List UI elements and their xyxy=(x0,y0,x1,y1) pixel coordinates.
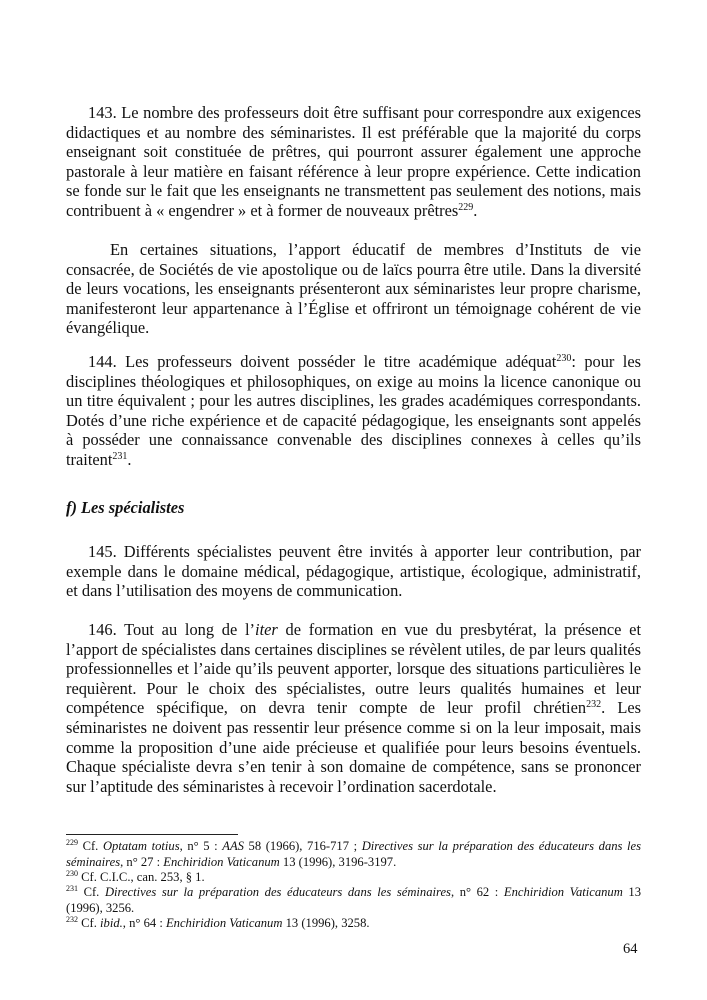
footnote-229-a: Cf. xyxy=(78,839,103,853)
footnote-229-i1: Optatam totius xyxy=(102,839,180,853)
footnote-ref-231[interactable]: 231 xyxy=(112,450,128,462)
footnote-230-text: Cf. C.I.C., can. 253, § 1. xyxy=(78,870,205,884)
footnote-231-b: , n° 62 : xyxy=(450,885,504,899)
footnote-ref-232[interactable]: 232 xyxy=(586,699,602,711)
paragraph-146-text-c: . Les séminaristes ne doivent pas ressentir leur présence comme si on la leur imposait, mais comme la proposition d’une aide précieuse et qualifiée pour leurs besoins éventuels. Chaque spécialiste devra s’en tenir à son domaine de compétence, sans se prononcer sur l’aptitude des séminaristes à recevoir l’ordination sacerdotale. xyxy=(66,698,641,796)
paragraph-144 xyxy=(66,352,641,470)
paragraph-146-text-a: 146. Tout au long de l’ xyxy=(88,620,256,639)
paragraph-145-text: 145. Différents spécialistes peuvent être invités à apporter leur contribution, par exemple dans le domaine médical, pédagogique, artistique, écologique, administratif, et dans l’utilisation des moyens de communication. xyxy=(66,542,641,601)
footnote-232-number: 232 xyxy=(66,915,78,924)
footnote-231-number: 231 xyxy=(66,884,78,893)
paragraph-143 xyxy=(66,103,641,221)
footnote-ref-229[interactable]: 229 xyxy=(458,201,474,213)
footnote-231-i2: Enchiridion Vaticanum xyxy=(503,885,623,899)
footnote-232-i1: ibid. xyxy=(100,916,123,930)
footnote-231-a: Cf. xyxy=(78,885,105,899)
footnote-229-i4: Enchiridion Vaticanum xyxy=(163,854,280,869)
footnote-232-a: Cf. xyxy=(78,916,101,930)
section-heading: f) Les spécialistes xyxy=(66,498,185,517)
footnote-229-number: 229 xyxy=(66,838,78,847)
paragraph-143-continued-text: En certaines situations, l’apport éducatif de membres d’Instituts de vie consacrée, de Sociétés de vie apostolique ou de laïcs pourra être utile. Dans la diversité de leurs vocations, les enseignants présenteront aux séminaristes leur propre charisme, manifesteront leur appartenance à l’Église et offriront un témoignage cohérent de vie évangélique. xyxy=(66,240,641,338)
footnote-229-i3: Directives sur la préparation des éducateurs dans les séminaires xyxy=(66,839,642,869)
paragraph-146-text-b: de formation en vue du presbytérat, la présence et l’apport de spécialistes dans certaines disciplines se révèlent utiles, de par leurs qualités professionnelles et l’aide qu’ils peuvent apporter, lorsque des situations particulières le requièrent. Pour le choix des spécialistes, outre leurs qualités humaines et leur compétence spécifique, on devra tenir compte de leur profil chrétien xyxy=(66,620,642,718)
footnote-separator xyxy=(66,834,238,835)
footnote-231 xyxy=(66,885,641,916)
footnote-229-b: , n° 5 : xyxy=(179,839,223,853)
paragraph-144-end: . xyxy=(127,449,132,469)
footnote-229-c: 58 (1966), 716-717 ; xyxy=(243,839,362,853)
footnote-230 xyxy=(66,870,641,886)
footnote-229-i2: AAS xyxy=(222,839,244,853)
paragraph-146 xyxy=(66,620,641,796)
paragraph-143-continued xyxy=(66,240,641,338)
paragraph-144-text-a: 144. Les professeurs doivent posséder le titre académique adéquat xyxy=(88,352,557,371)
paragraph-144-text-b: : pour les disciplines théologiques et philosophiques, on exige au moins la licence canonique ou un titre équivalent ; pour les autres disciplines, les grades académiques correspondants. Dotés d’une riche expérience et de capacité pédagogique, les enseignants sont appelés à posséder une connaissance convenable des disciplines connexes à celles qu’ils traitent xyxy=(66,352,641,469)
paragraph-146-iter: iter xyxy=(255,620,278,639)
footnote-232-b: , n° 64 : xyxy=(122,916,166,930)
paragraph-143-text: 143. Le nombre des professeurs doit être suffisant pour correspondre aux exigences didactiques et au nombre des séminaristes. Il est préférable que la majorité du corps enseignant soit constituée de prêtres, qui pourront assurer également une approche pastorale à leur matière en faisant référence à leur propre expérience. Cette indication se fonde sur le fait que les enseignants ne transmettent pas seulement des notions, mais contribuent à « engendrer » et à former de nouveaux prêtres xyxy=(66,103,641,220)
page-number: 64 xyxy=(623,941,638,957)
footnote-230-number: 230 xyxy=(66,869,78,878)
footnote-229 xyxy=(66,839,641,870)
paragraph-143-end: . xyxy=(473,200,478,220)
footnote-232 xyxy=(66,916,641,932)
footnote-229-d: , n° 27 : xyxy=(120,854,164,869)
footnote-229-e: 13 (1996), 3196-3197. xyxy=(279,854,397,869)
footnote-ref-230[interactable]: 230 xyxy=(556,353,572,364)
footnote-231-c: 13 (1996), 3256. xyxy=(66,885,642,915)
footnote-232-c: 13 (1996), 3258. xyxy=(282,916,370,930)
footnote-232-i2: Enchiridion Vaticanum xyxy=(165,916,283,930)
footnote-231-i1: Directives sur la préparation des éducateurs dans les séminaires xyxy=(104,885,451,899)
paragraph-145 xyxy=(66,542,641,601)
